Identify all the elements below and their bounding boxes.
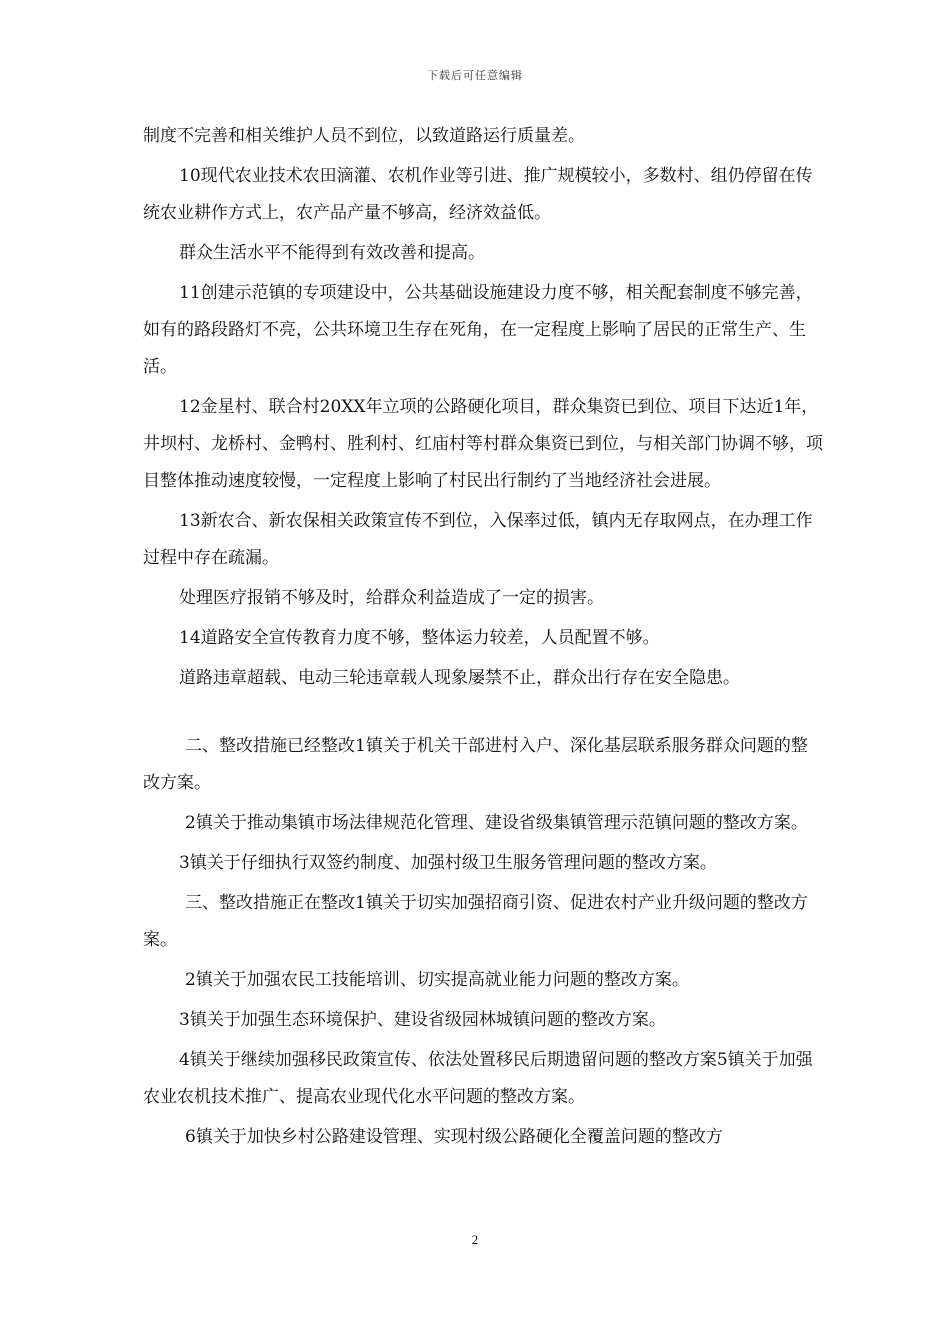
paragraph: 4镇关于继续加强移民政策宣传、依法处置移民后期遗留问题的整改方案5镇关于加强农业农机技术推广、提高农业现代化水平问题的整改方案。 (143, 1050, 813, 1107)
paragraph: 10现代农业技术农田滴灌、农机作业等引进、推广规模较小，多数村、组仍停留在传统农业耕作方式上，农产品产量不够高，经济效益低。 (143, 166, 813, 223)
document-body (143, 118, 823, 1159)
paragraph: 12金星村、联合村20XX年立项的公路硬化项目，群众集资已到位、项目下达近1年，井坝村、龙桥村、金鸭村、胜利村、红庙村等村群众集资已到位，与相关部门协调不够，项目整体推动速度较慢，一定程度上影响了村民出行制约了当地经济社会进展。 (143, 397, 823, 491)
section-spacer (143, 700, 823, 728)
page-header: 下载后可任意编辑 (427, 69, 523, 82)
paragraph: 3镇关于仔细执行双签约制度、加强村级卫生服务管理问题的整改方案。 (179, 853, 717, 873)
paragraph: 群众生活水平不能得到有效改善和提高。 (179, 243, 485, 263)
section-heading-paragraph: 三、整改措施正在整改1镇关于切实加强招商引资、促进农村产业升级问题的整改方案。 (143, 893, 808, 950)
section-heading-paragraph: 二、整改措施已经整改1镇关于机关干部进村入户、深化基层联系服务群众问题的整改方案。 (143, 736, 808, 793)
paragraph: 道路违章超载、电动三轮违章载人现象屡禁不止，群众出行存在安全隐患。 (179, 668, 740, 688)
paragraph: 处理医疗报销不够及时，给群众利益造成了一定的损害。 (179, 588, 604, 608)
page-number: 2 (471, 1232, 479, 1247)
paragraph: 14道路安全宣传教育力度不够，整体运力较差，人员配置不够。 (179, 628, 660, 648)
paragraph: 2镇关于推动集镇市场法律规范化管理、建设省级集镇管理示范镇问题的整改方案。 (185, 813, 808, 833)
paragraph: 11创建示范镇的专项建设中，公共基础设施建设力度不够，相关配套制度不够完善，如有的路段路灯不亮，公共环境卫生存在死角，在一定程度上影响了居民的正常生产、生活。 (143, 283, 813, 377)
paragraph: 制度不完善和相关维护人员不到位，以致道路运行质量差。 (143, 126, 585, 146)
paragraph: 2镇关于加强农民工技能培训、切实提高就业能力问题的整改方案。 (185, 970, 689, 990)
paragraph: 13新农合、新农保相关政策宣传不到位，入保率过低，镇内无存取网点，在办理工作过程中存在疏漏。 (143, 511, 813, 568)
paragraph: 6镇关于加快乡村公路建设管理、实现村级公路硬化全覆盖问题的整改方 (185, 1127, 723, 1147)
paragraph: 3镇关于加强生态环境保护、建设省级园林城镇问题的整改方案。 (179, 1010, 666, 1030)
